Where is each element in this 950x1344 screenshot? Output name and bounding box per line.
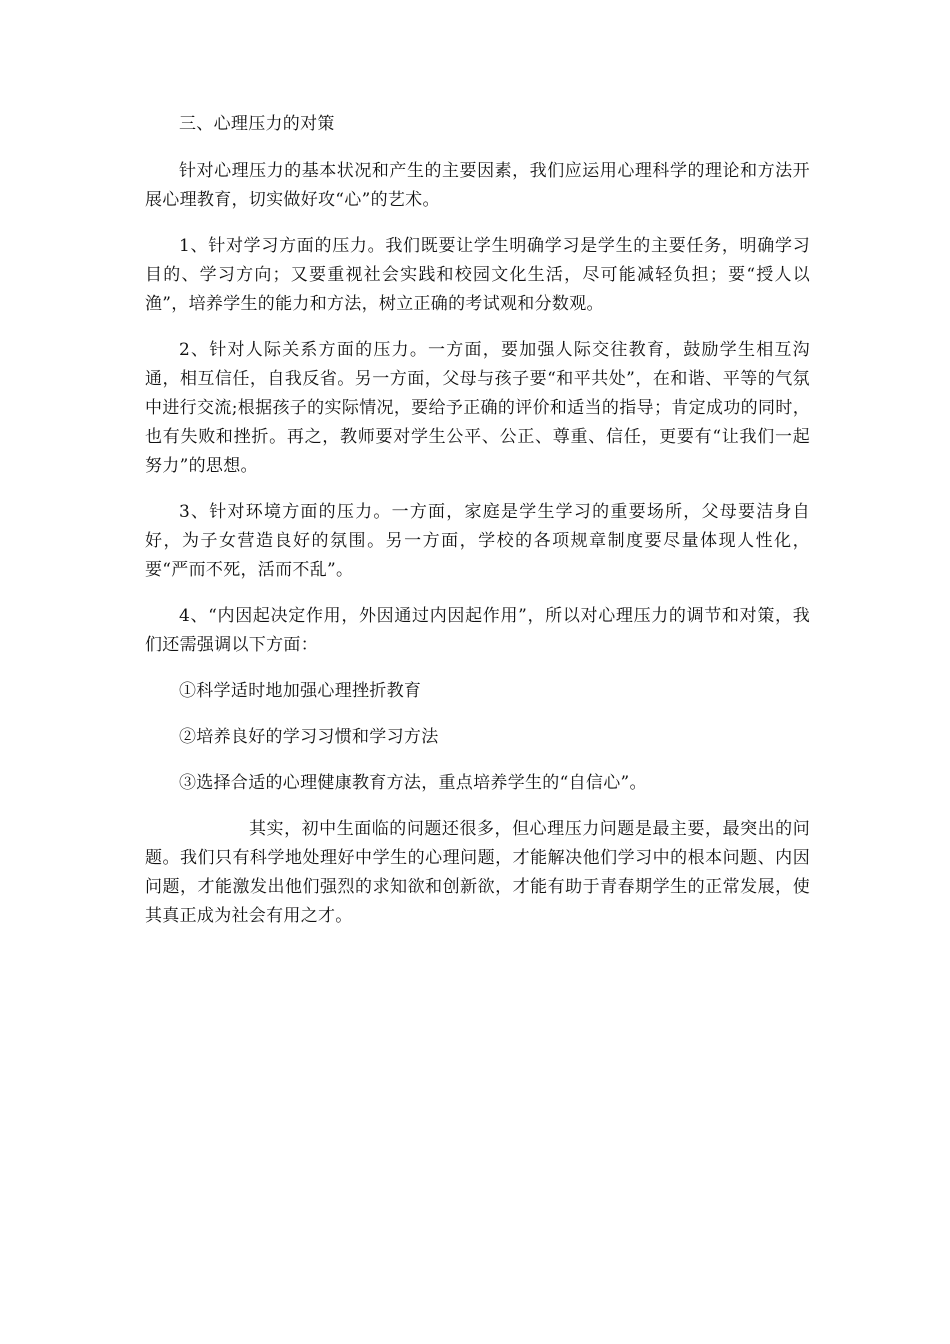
paragraph-internal-cause: 4、“内因起决定作用，外因通过内因起作用”，所以对心理压力的调节和对策，我们还需强调以下方面： <box>145 606 810 655</box>
paragraph-study-pressure: 1、针对学习方面的压力。我们既要让学生明确学习是学生的主要任务，明确学习目的、学习方向；又要重视社会实践和校园文化生活，尽可能减轻负担；要“授人以渔”，培养学生的能力和方法，树立正确的考试观和分数观。 <box>145 236 810 314</box>
intro-paragraph: 针对心理压力的基本状况和产生的主要因素，我们应运用心理科学的理论和方法开展心理教育，切实做好攻“心”的艺术。 <box>145 161 810 210</box>
list-item: ③选择合适的心理健康教育方法，重点培养学生的“自信心”。 <box>179 773 647 793</box>
section-heading: 三、心理压力的对策 <box>179 114 335 134</box>
list-item: ②培养良好的学习习惯和学习方法 <box>179 727 439 747</box>
document-body <box>145 110 810 931</box>
conclusion-paragraph: 其实，初中生面临的问题还很多，但心理压力问题是最主要，最突出的问题。我们只有科学地处理好中学生的心理问题，才能解决他们学习中的根本问题、内因问题，才能激发出他们强烈的求知欲和创新欲，才能有助于青春期学生的正常发展，使其真正成为社会有用之才。 <box>145 819 810 926</box>
list-item: ①科学适时地加强心理挫折教育 <box>179 681 422 701</box>
paragraph-environment-pressure: 3、针对环境方面的压力。一方面，家庭是学生学习的重要场所，父母要洁身自好，为子女营造良好的氛围。另一方面，学校的各项规章制度要尽量体现人性化，要“严而不死，活而不乱”。 <box>145 502 810 580</box>
paragraph-interpersonal-pressure: 2、针对人际关系方面的压力。一方面，要加强人际交往教育，鼓励学生相互沟通，相互信任，自我反省。另一方面，父母与孩子要“和平共处”，在和谐、平等的气氛中进行交流;根据孩子的实际情况，要给予正确的评价和适当的指导；肯定成功的同时，也有失败和挫折。再之，教师要对学生公平、公正、尊重、信任，更要有“让我们一起努力”的思想。 <box>145 340 810 476</box>
